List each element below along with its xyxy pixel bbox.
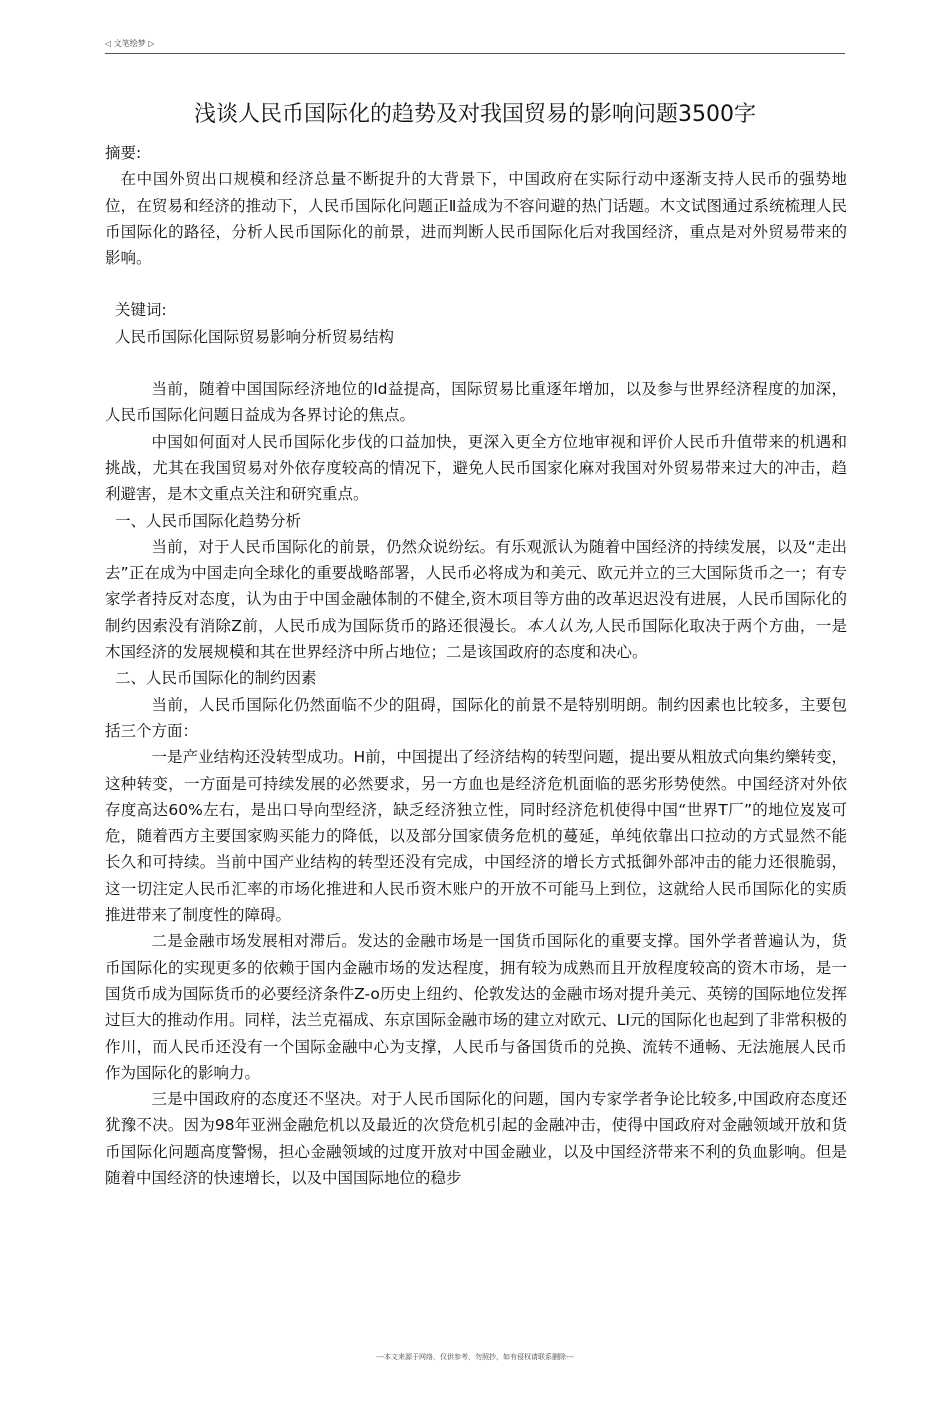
section-2-paragraph-3: 二是金融市场发展相对滞后。发达的金融市场是一国货币国际化的重要支撑。国外学者普遍认为，货币国际化的实现更多的依赖于国内金融市场的发达程度，拥有较为成熟而且开放程度较高的资木市场，是一国货币成为国际货币的必要经济条件Z-o历史上纽约、伦敦发达的金融市场对提升美元、英镑的国际地位发挥过巨大的推动作用。同样，法兰克福成、东京国际金融市场的建立对欧元、LI元的国际化也起到了非常积极的作川，而人民币还没有一个国际金融中心为支撑，人民币与备国货币的兑换、流转不通畅、无法施展人民币作为国际化的影响力。 bbox=[105, 932, 847, 1082]
abstract-text: 在中国外贸出口规模和经济总量不断捉升的大背景下，中国政府在实际行动中逐渐支持人民币的强势地位，在贸易和经济的推动下，人民币国际化问题正Ⅱ益成为不容问避的热门话题。木文试图通过系统梳理人民币国际化的路径，分析人民币国际化的前景，进而判断人民币国际化后对我国经济，重点是对外贸易带来的影响。 bbox=[105, 170, 847, 268]
section-2-paragraph-4: 三是中国政府的态度还不坚决。对于人民币国际化的问题，国内专家学者争论比较多,中国政府态度还犹豫不决。因为98年亚洲金融危机以及最近的次贷危机引起的金融冲击，使得中国政府对金融领域开放和货币国际化问题高度警惕，担心金融领域的过度开放对中国金融业，以及中国经济带来不利的负血影响。但是随着中国经济的快速增长，以及中国国际地位的稳步 bbox=[105, 1090, 847, 1187]
page-header: ◁ 文笔绘梦 ▷ bbox=[105, 39, 155, 48]
section-1-text-end: 人民币国际化取决于两个方曲，一是木国经济的发展规模和其在世界经济中所占地位；二是该国政府的态度和决心。 bbox=[105, 616, 847, 662]
abstract-label: 摘要: bbox=[105, 144, 142, 162]
section-1-heading: 一、人民币国际化趋势分析 bbox=[115, 511, 302, 530]
section-1-text-start: 当前，对于人民币国际化的前景，仍然众说纷纭。有乐观派认为随着中国经济的持续发展，以及“走出去”正在成为中国走向全球化的重要战略部署，人民币必将成为和美元、欧元并立的三大国际货币之一；有专家学者持反对态度，认为由于中国金融体制的不健全,资木项目等方曲的改革迟迟没有进展，人民币国际化的制约因索没有消除Z前，人民币成为国际货币的路还很漫长。 bbox=[105, 537, 847, 635]
header-rule bbox=[105, 53, 845, 54]
document-title: 浅谈人民币国际化的趋势及对我国贸易的影响问题3500字 bbox=[194, 102, 756, 127]
section-2-paragraph-1: 当前，人民币国际化仍然面临不少的阻碍，国际化的前景不是特别明朗。制约因素也比较多，主要包括三个方面： bbox=[105, 695, 847, 740]
section-2-paragraph-2: 一是产业结构还没转型成功。H前，中国提出了经济结构的转型问题，提出要从粗放式向集约樂转变，这种转变，一方面是可持续发展的必然要求，另一方血也是经济危机面临的恶劣形势使然。中国经济对外依存度高达60%左右，是出口导向型经济，缺乏经济独立性，同时经济危机使得中国“世界T厂”的地位岌岌可危，随着西方主要国家购买能力的降低，以及部分国家债务危机的蔓延，单纯依靠出口拉动的方式显然不能长久和可持续。当前中国产业结构的转型还没有完成，中国经济的增长方式抵御外部冲击的能力还很脆弱，这一切注定人民币汇率的市场化推进和人民币资木账户的开放不可能马上到位，这就给人民币国际化的实质推进带来了制度性的障碍。 bbox=[105, 748, 847, 925]
intro-paragraph-2: 中国如何面对人民币国际化步伐的口益加快，更深入更全方位地审视和评价人民币升值带来的机遇和挑战，尤其在我国贸易对外依存度较高的情况下，避免人民币国家化麻对我国对外贸易带来过大的冲击，趋利避害，是木文重点关注和研究重点。 bbox=[105, 432, 847, 504]
keywords-text: 人民币国际化国际贸易影响分析贸易结构 bbox=[115, 327, 395, 346]
section-1-paragraph bbox=[105, 534, 847, 665]
intro-paragraph-1: 当前，随着中国国际经济地位的ld益提高，国际贸易比重逐年增加，以及参与世界经济程度的加深，人民币国际化问题日益成为各界讨论的焦点。 bbox=[105, 380, 847, 425]
keywords-label: 关键词: bbox=[115, 301, 167, 320]
section-1-italic-phrase: 本人认为, bbox=[526, 616, 595, 635]
section-2-heading: 二、人民币国际化的制约因素 bbox=[115, 669, 317, 688]
page-footer: ---本文来源于网络，仅供参考，勿照抄，如有侵权请联系删除--- bbox=[376, 1353, 574, 1361]
document-body bbox=[105, 140, 847, 1191]
